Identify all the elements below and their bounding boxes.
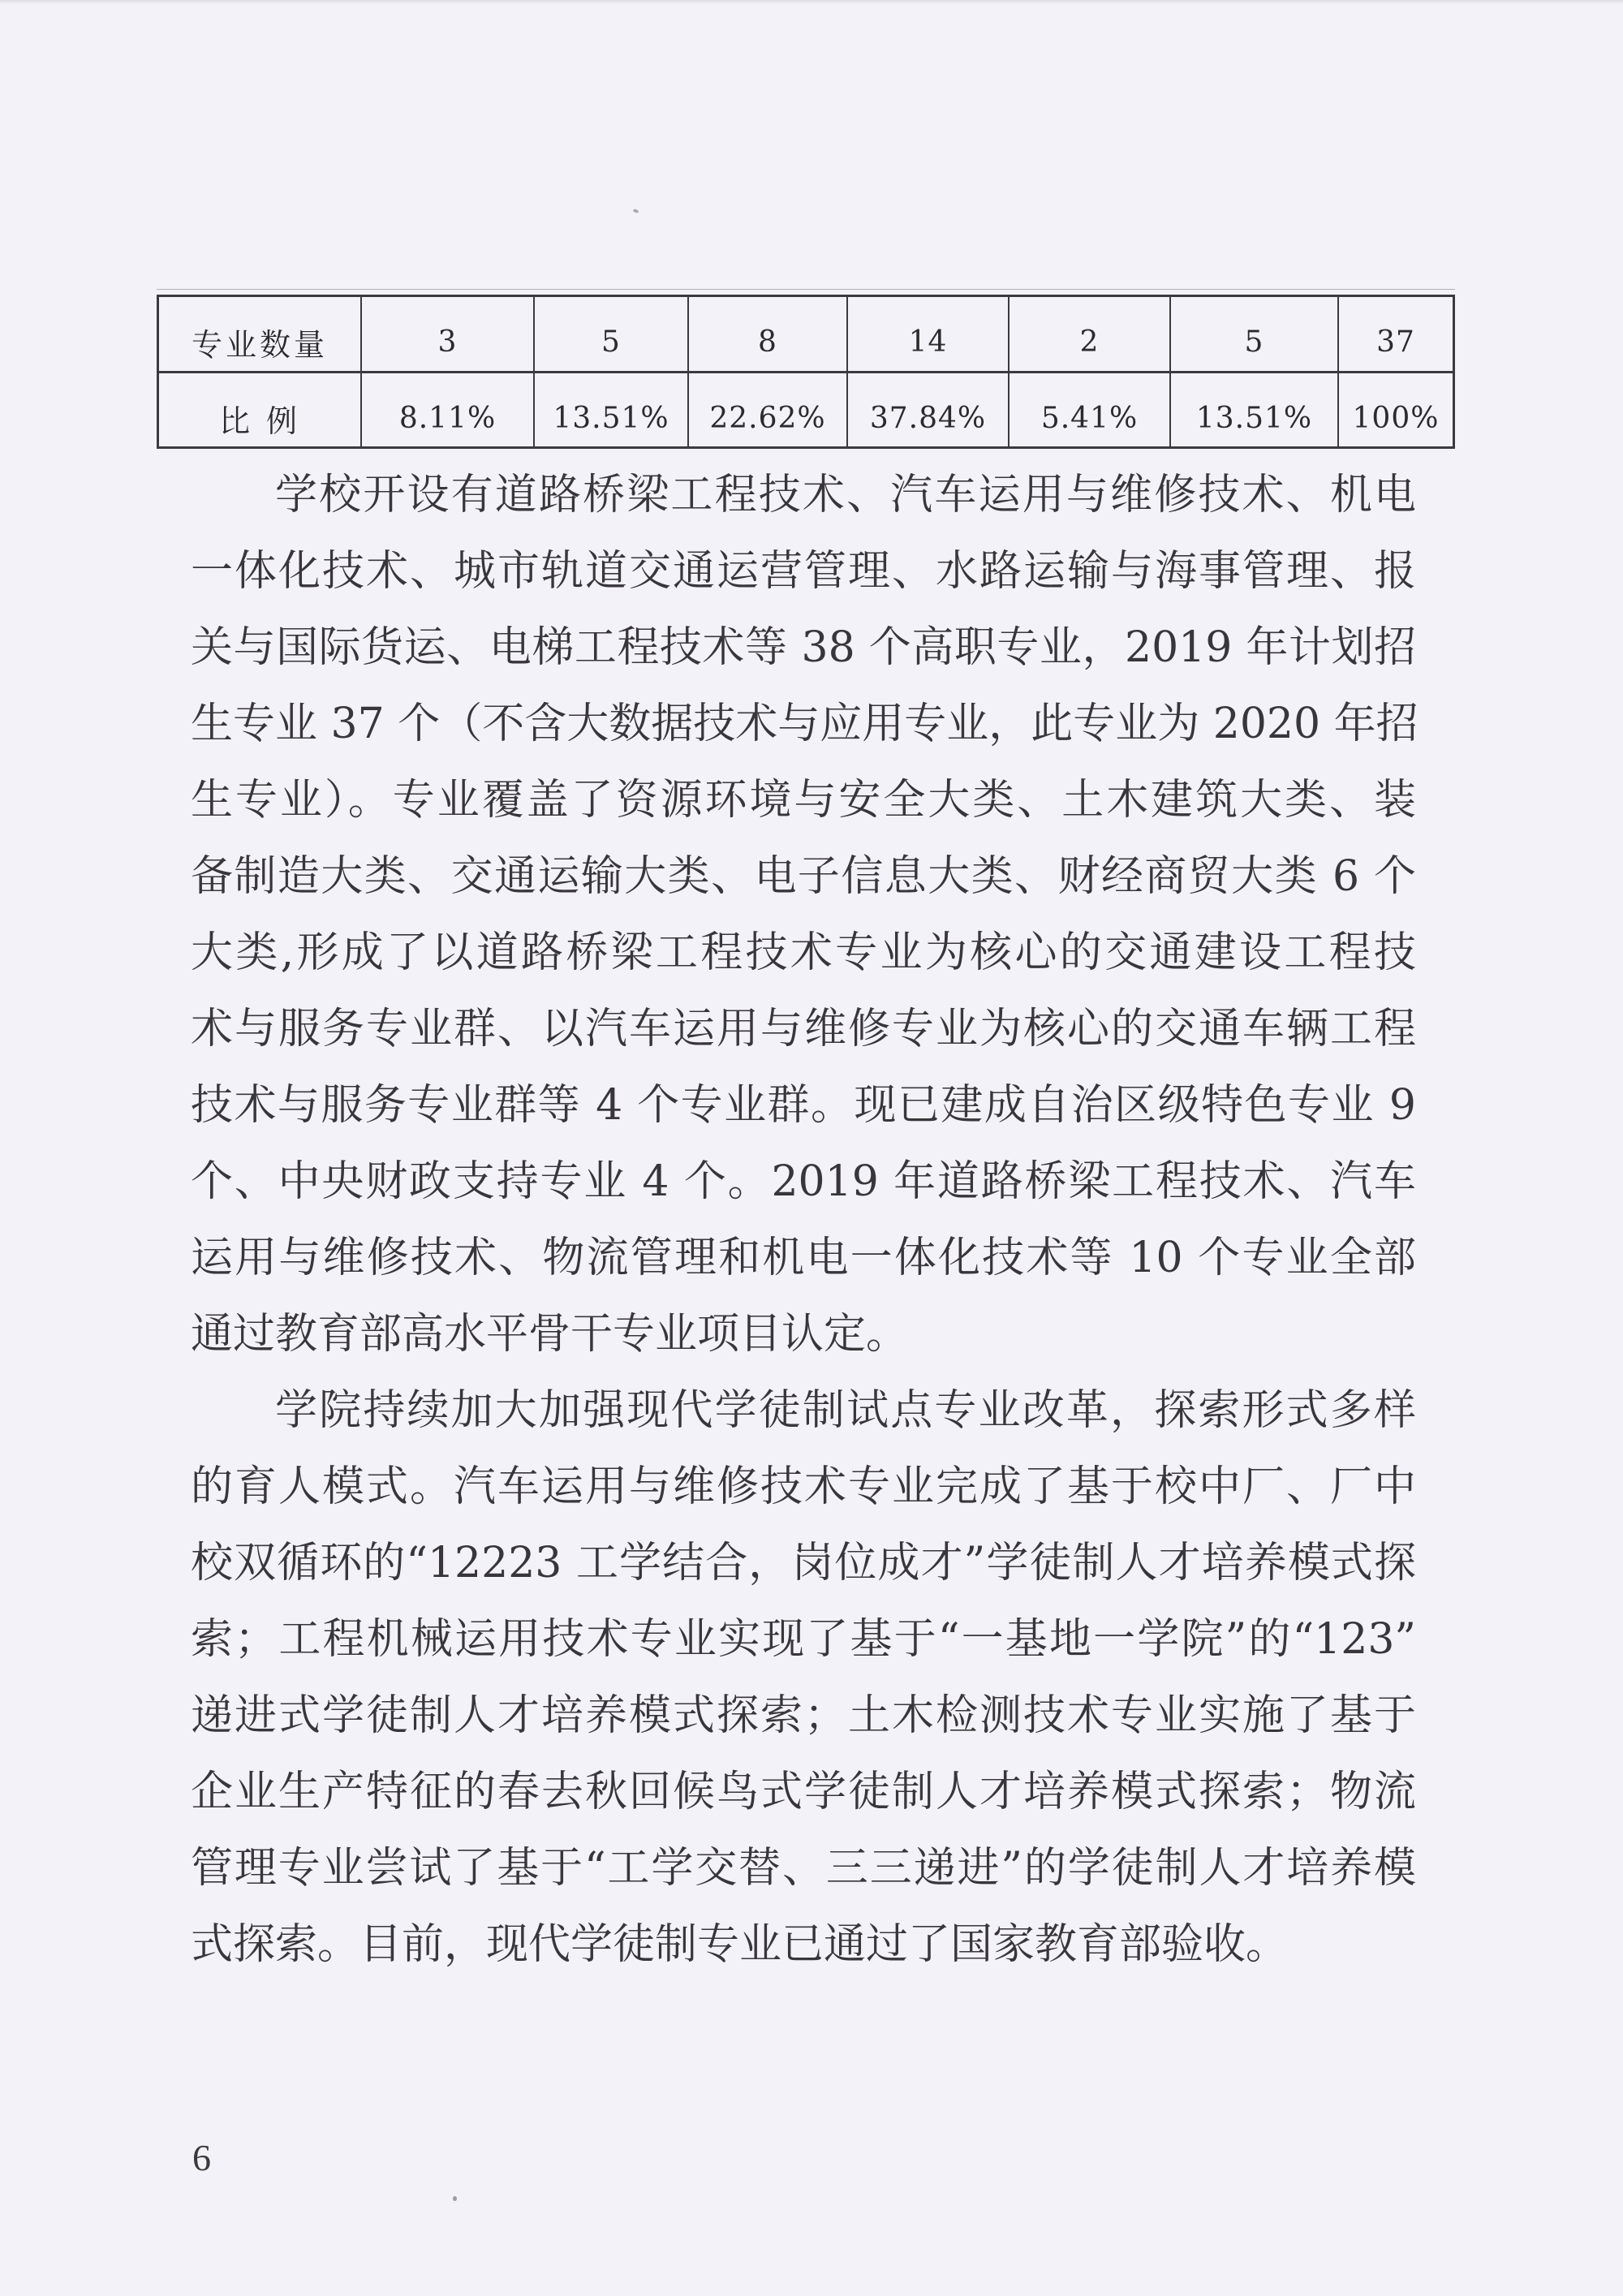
text-line: 学校开设有道路桥梁工程技术、汽车运用与维修技术、机电 [275,471,1416,519]
majors-table [157,295,1455,449]
table-cell: 3 [360,297,533,371]
text-line: 学院持续加大加强现代学徒制试点专业改革，探索形式多样 [275,1386,1416,1435]
table-cell: 37 [1337,297,1453,371]
text-line: 术与服务专业群、以汽车运用与维修专业为核心的交通车辆工程 [191,1005,1416,1053]
text-line: 大类,形成了以道路桥梁工程技术专业为核心的交通建设工程技 [191,928,1416,977]
text-line: 一体化技术、城市轨道交通运营管理、水路运输与海事管理、报 [191,547,1416,596]
text-line: 个、中央财政支持专业 4 个。2019 年道路桥梁工程技术、汽车 [191,1157,1416,1206]
text-line: 关与国际货运、电梯工程技术等 38 个高职专业，2019 年计划招 [191,623,1416,672]
scan-speck [453,2196,457,2201]
text-line: 校双循环的“12223 工学结合，岗位成才”学徒制人才培养模式探 [191,1539,1416,1587]
text-line: 运用与维修技术、物流管理和机电一体化技术等 10 个专业全部 [191,1234,1416,1282]
scanner-edge-artifact [0,0,1623,4]
table-cell: 8 [687,297,846,371]
body-text [191,457,1419,1983]
table-cell: 2 [1008,297,1169,371]
scan-speck [633,209,639,213]
text-line: 通过教育部高水平骨干专业项目认定。 [191,1310,909,1359]
text-line: 生专业）。专业覆盖了资源环境与安全大类、土木建筑大类、装 [191,776,1416,825]
table-row1-label: 专业数量 [191,327,328,363]
table-cell: 5.41% [1008,371,1169,446]
text-line: 索；工程机械运用技术专业实现了基于“一基地一学院”的“123” [191,1615,1416,1664]
table-cell: 13.51% [1169,371,1337,446]
text-line: 技术与服务专业群等 4 个专业群。现已建成自治区级特色专业 9 [191,1081,1416,1130]
text-line: 的育人模式。汽车运用与维修技术专业完成了基于校中厂、厂中 [191,1462,1416,1511]
table-cell: 5 [533,297,687,371]
table-row2-label: 比 例 [159,371,360,446]
text-line: 递进式学徒制人才培养模式探索；土木检测技术专业实施了基于 [191,1691,1416,1740]
table-cell: 37.84% [846,371,1008,446]
text-line: 生专业 37 个（不含大数据技术与应用专业，此专业为 2020 年招 [191,700,1419,748]
table-top-scanline [157,289,1455,290]
text-line: 管理专业尝试了基于“工学交替、三三递进”的学徒制人才培养模 [191,1844,1416,1893]
table-cell: 5 [1169,297,1337,371]
text-line: 备制造大类、交通运输大类、电子信息大类、财经商贸大类 6 个 [191,852,1416,901]
table-cell: 22.62% [687,371,846,446]
table-cell: 100% [1337,371,1453,446]
page-number: 6 [192,2137,211,2178]
table-cell: 14 [846,297,1008,371]
text-line: 企业生产特征的春去秋回候鸟式学徒制人才培养模式探索；物流 [191,1768,1416,1816]
text-line: 式探索。目前，现代学徒制专业已通过了国家教育部验收。 [191,1920,1289,1969]
table-cell: 8.11% [360,371,533,446]
table-cell: 13.51% [533,371,687,446]
